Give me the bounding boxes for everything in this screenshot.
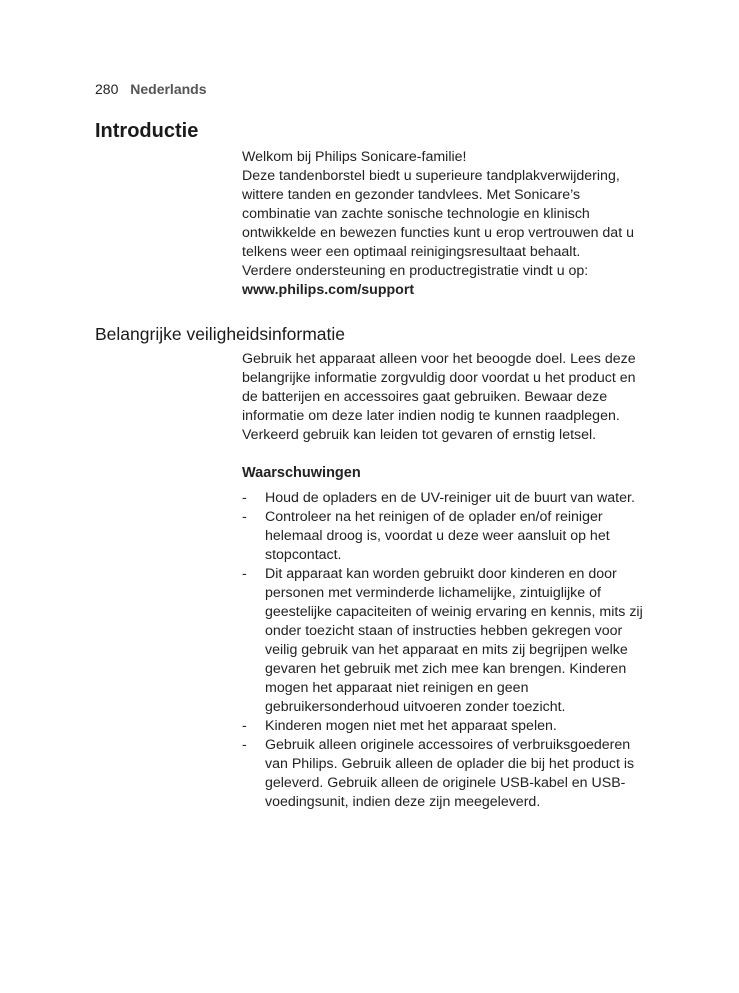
bullet-dash: -: [242, 737, 247, 753]
bullet-dash: -: [242, 566, 247, 582]
bullet-dash: -: [242, 490, 247, 506]
page-language: Nederlands: [130, 81, 207, 97]
warning-item: [242, 565, 647, 717]
warnings-list: [242, 489, 647, 812]
safety-paragraph: Gebruik het apparaat alleen voor het beoogde doel. Lees deze belangrijke informatie zorgvuldig door voordat u het product en de batterijen en accessoires gaat gebruiken. Bewaar deze informatie om deze later indien nodig te kunnen raadplegen. Verkeerd gebruik kan leiden tot gevaren of ernstig letsel.: [242, 351, 636, 443]
warning-text: Gebruik alleen originele accessoires of verbruiksgoederen van Philips. Gebruik alleen de oplader die bij het product is geleverd. Gebruik alleen de originele USB-kabel en USB-voedingsunit, indien deze zijn meegeleverd.: [265, 737, 635, 810]
page-header: [95, 81, 207, 97]
bullet-dash: -: [242, 509, 247, 525]
warning-text: Dit apparaat kan worden gebruikt door kinderen en door personen met verminderde lichamelijke, zintuiglijke of geestelijke capaciteiten of weinig ervaring en kennis, mits zij onder toezicht staan of instructies hebben gekregen voor veilig gebruik van het apparaat en mits zij begrijpen welke gevaren het gebruik met zich mee kan brengen. Kinderen mogen het apparaat niet reinigen en geen gebruikersonderhoud uitvoeren zonder toezicht.: [265, 566, 643, 715]
warning-item: [242, 489, 647, 508]
warning-item: [242, 736, 647, 812]
section-title-introductie: Introductie: [95, 120, 199, 142]
warning-item: [242, 717, 647, 736]
bullet-dash: -: [242, 718, 247, 734]
warning-text: Controleer na het reinigen of de oplader en/of reiniger helemaal droog is, voordat u deze weer aansluit op het stopcontact.: [265, 509, 610, 563]
section-title-safety: Belangrijke veiligheidsinformatie: [95, 324, 345, 344]
warnings-heading: Waarschuwingen: [242, 465, 361, 481]
intro-paragraph-support: Verdere ondersteuning en productregistratie vindt u op:: [242, 263, 589, 279]
warning-text: Houd de opladers en de UV-reiniger uit de buurt van water.: [265, 490, 635, 506]
safety-body: [242, 350, 647, 445]
intro-paragraph-product: Deze tandenborstel biedt u superieure tandplakverwijdering, wittere tanden en gezonder tandvlees. Met Sonicare’s combinatie van zachte sonische technologie en klinisch ontwikkelde en bewezen functies kunt u erop vertrouwen dat u telkens weer een optimaal reinigingsresultaat behaalt.: [242, 168, 634, 260]
intro-paragraph-welcome: Welkom bij Philips Sonicare-familie!: [242, 149, 467, 165]
warning-text: Kinderen mogen niet met het apparaat spelen.: [265, 718, 557, 734]
intro-body: [242, 148, 647, 300]
warning-item: [242, 508, 647, 565]
page-number: 280: [95, 81, 119, 97]
support-url-link[interactable]: www.philips.com/support: [242, 282, 415, 298]
